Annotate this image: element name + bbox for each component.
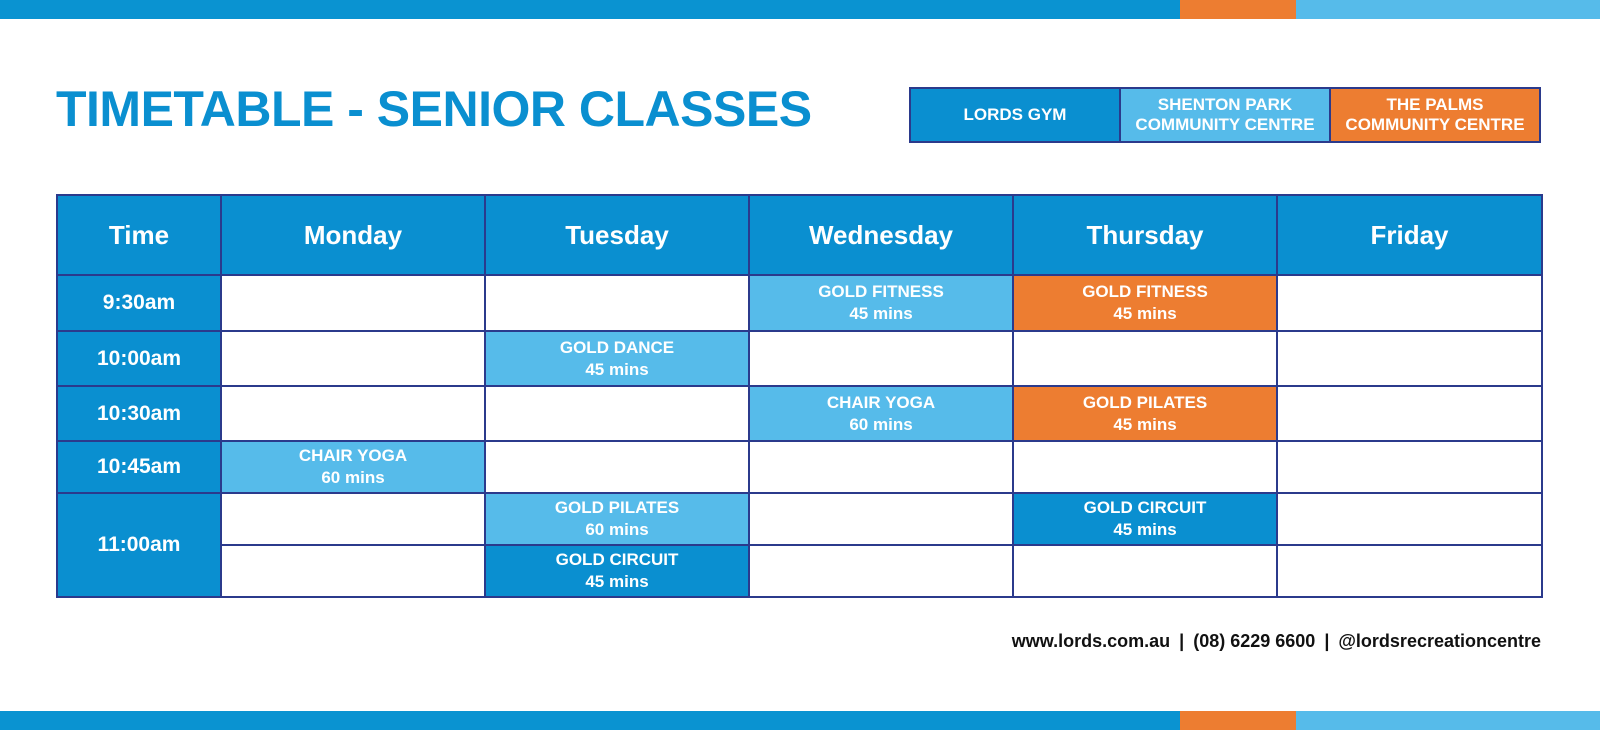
header-tuesday: Tuesday [485,195,749,275]
top-color-stripe [0,0,1600,19]
empty-cell [1277,441,1542,493]
header-thursday: Thursday [1013,195,1277,275]
class-name: GOLD FITNESS [1082,282,1208,301]
class-name: GOLD PILATES [1082,392,1208,412]
empty-cell [1013,545,1277,597]
empty-cell [221,275,485,331]
empty-cell [749,545,1013,597]
table-row [57,493,1542,545]
class-name: GOLD DANCE [559,337,675,357]
contact-line [1012,631,1541,652]
class-cell [221,441,485,493]
class-duration: 45 mins [585,359,649,379]
legend-the-palms: THE PALMS COMMUNITY CENTRE [1329,89,1539,141]
class-name: GOLD CIRCUIT [555,550,679,569]
bottom-color-stripe [0,711,1600,730]
empty-cell [485,386,749,441]
class-name: GOLD FITNESS [818,282,944,301]
empty-cell [749,331,1013,386]
class-duration: 45 mins [849,304,913,323]
class-duration: 45 mins [1113,304,1177,323]
class-cell [485,545,749,597]
class-duration: 45 mins [585,572,649,591]
class-name: GOLD CIRCUIT [1083,498,1207,517]
header-wednesday: Wednesday [749,195,1013,275]
class-cell [1013,386,1277,441]
header-monday: Monday [221,195,485,275]
class-duration: 60 mins [321,468,385,487]
table-row [57,275,1542,331]
venue-legend [909,87,1541,143]
time-cell: 10:30am [57,386,221,441]
header-friday: Friday [1277,195,1542,275]
empty-cell [1277,275,1542,331]
class-cell [485,493,749,545]
empty-cell [485,275,749,331]
empty-cell [221,493,485,545]
class-name: CHAIR YOGA [298,446,408,465]
empty-cell [1013,331,1277,386]
class-cell [749,386,1013,441]
empty-cell [1013,441,1277,493]
legend-lords-gym: LORDS GYM [911,89,1119,141]
header-time: Time [57,195,221,275]
time-cell: 10:00am [57,331,221,386]
page-title: TIMETABLE - SENIOR CLASSES [56,81,812,137]
empty-cell [1277,331,1542,386]
empty-cell [485,441,749,493]
class-cell [1013,275,1277,331]
empty-cell [749,493,1013,545]
table-row [57,545,1542,597]
class-duration: 45 mins [1113,414,1177,434]
class-cell [485,331,749,386]
timetable [56,194,1543,598]
empty-cell [221,545,485,597]
class-duration: 45 mins [1113,520,1177,539]
table-row [57,441,1542,493]
empty-cell [221,331,485,386]
class-name: GOLD PILATES [554,498,680,517]
class-cell [1013,493,1277,545]
class-cell [749,275,1013,331]
website-link[interactable]: www.lords.com.au [1011,631,1171,651]
empty-cell [221,386,485,441]
phone-number: (08) 6229 6600 [1193,631,1316,651]
empty-cell [1277,386,1542,441]
legend-shenton-park: SHENTON PARK COMMUNITY CENTRE [1119,89,1329,141]
table-row [57,331,1542,386]
time-cell: 10:45am [57,441,221,493]
table-row [57,386,1542,441]
separator: | [1324,631,1330,651]
class-duration: 60 mins [585,520,649,539]
empty-cell [1277,493,1542,545]
class-name: CHAIR YOGA [826,392,936,412]
social-handle: @lordsrecreationcentre [1338,631,1541,651]
header-row [57,195,1542,275]
empty-cell [749,441,1013,493]
time-cell: 9:30am [57,275,221,331]
empty-cell [1277,545,1542,597]
class-duration: 60 mins [849,414,913,434]
separator: | [1179,631,1185,651]
time-cell: 11:00am [57,493,221,597]
